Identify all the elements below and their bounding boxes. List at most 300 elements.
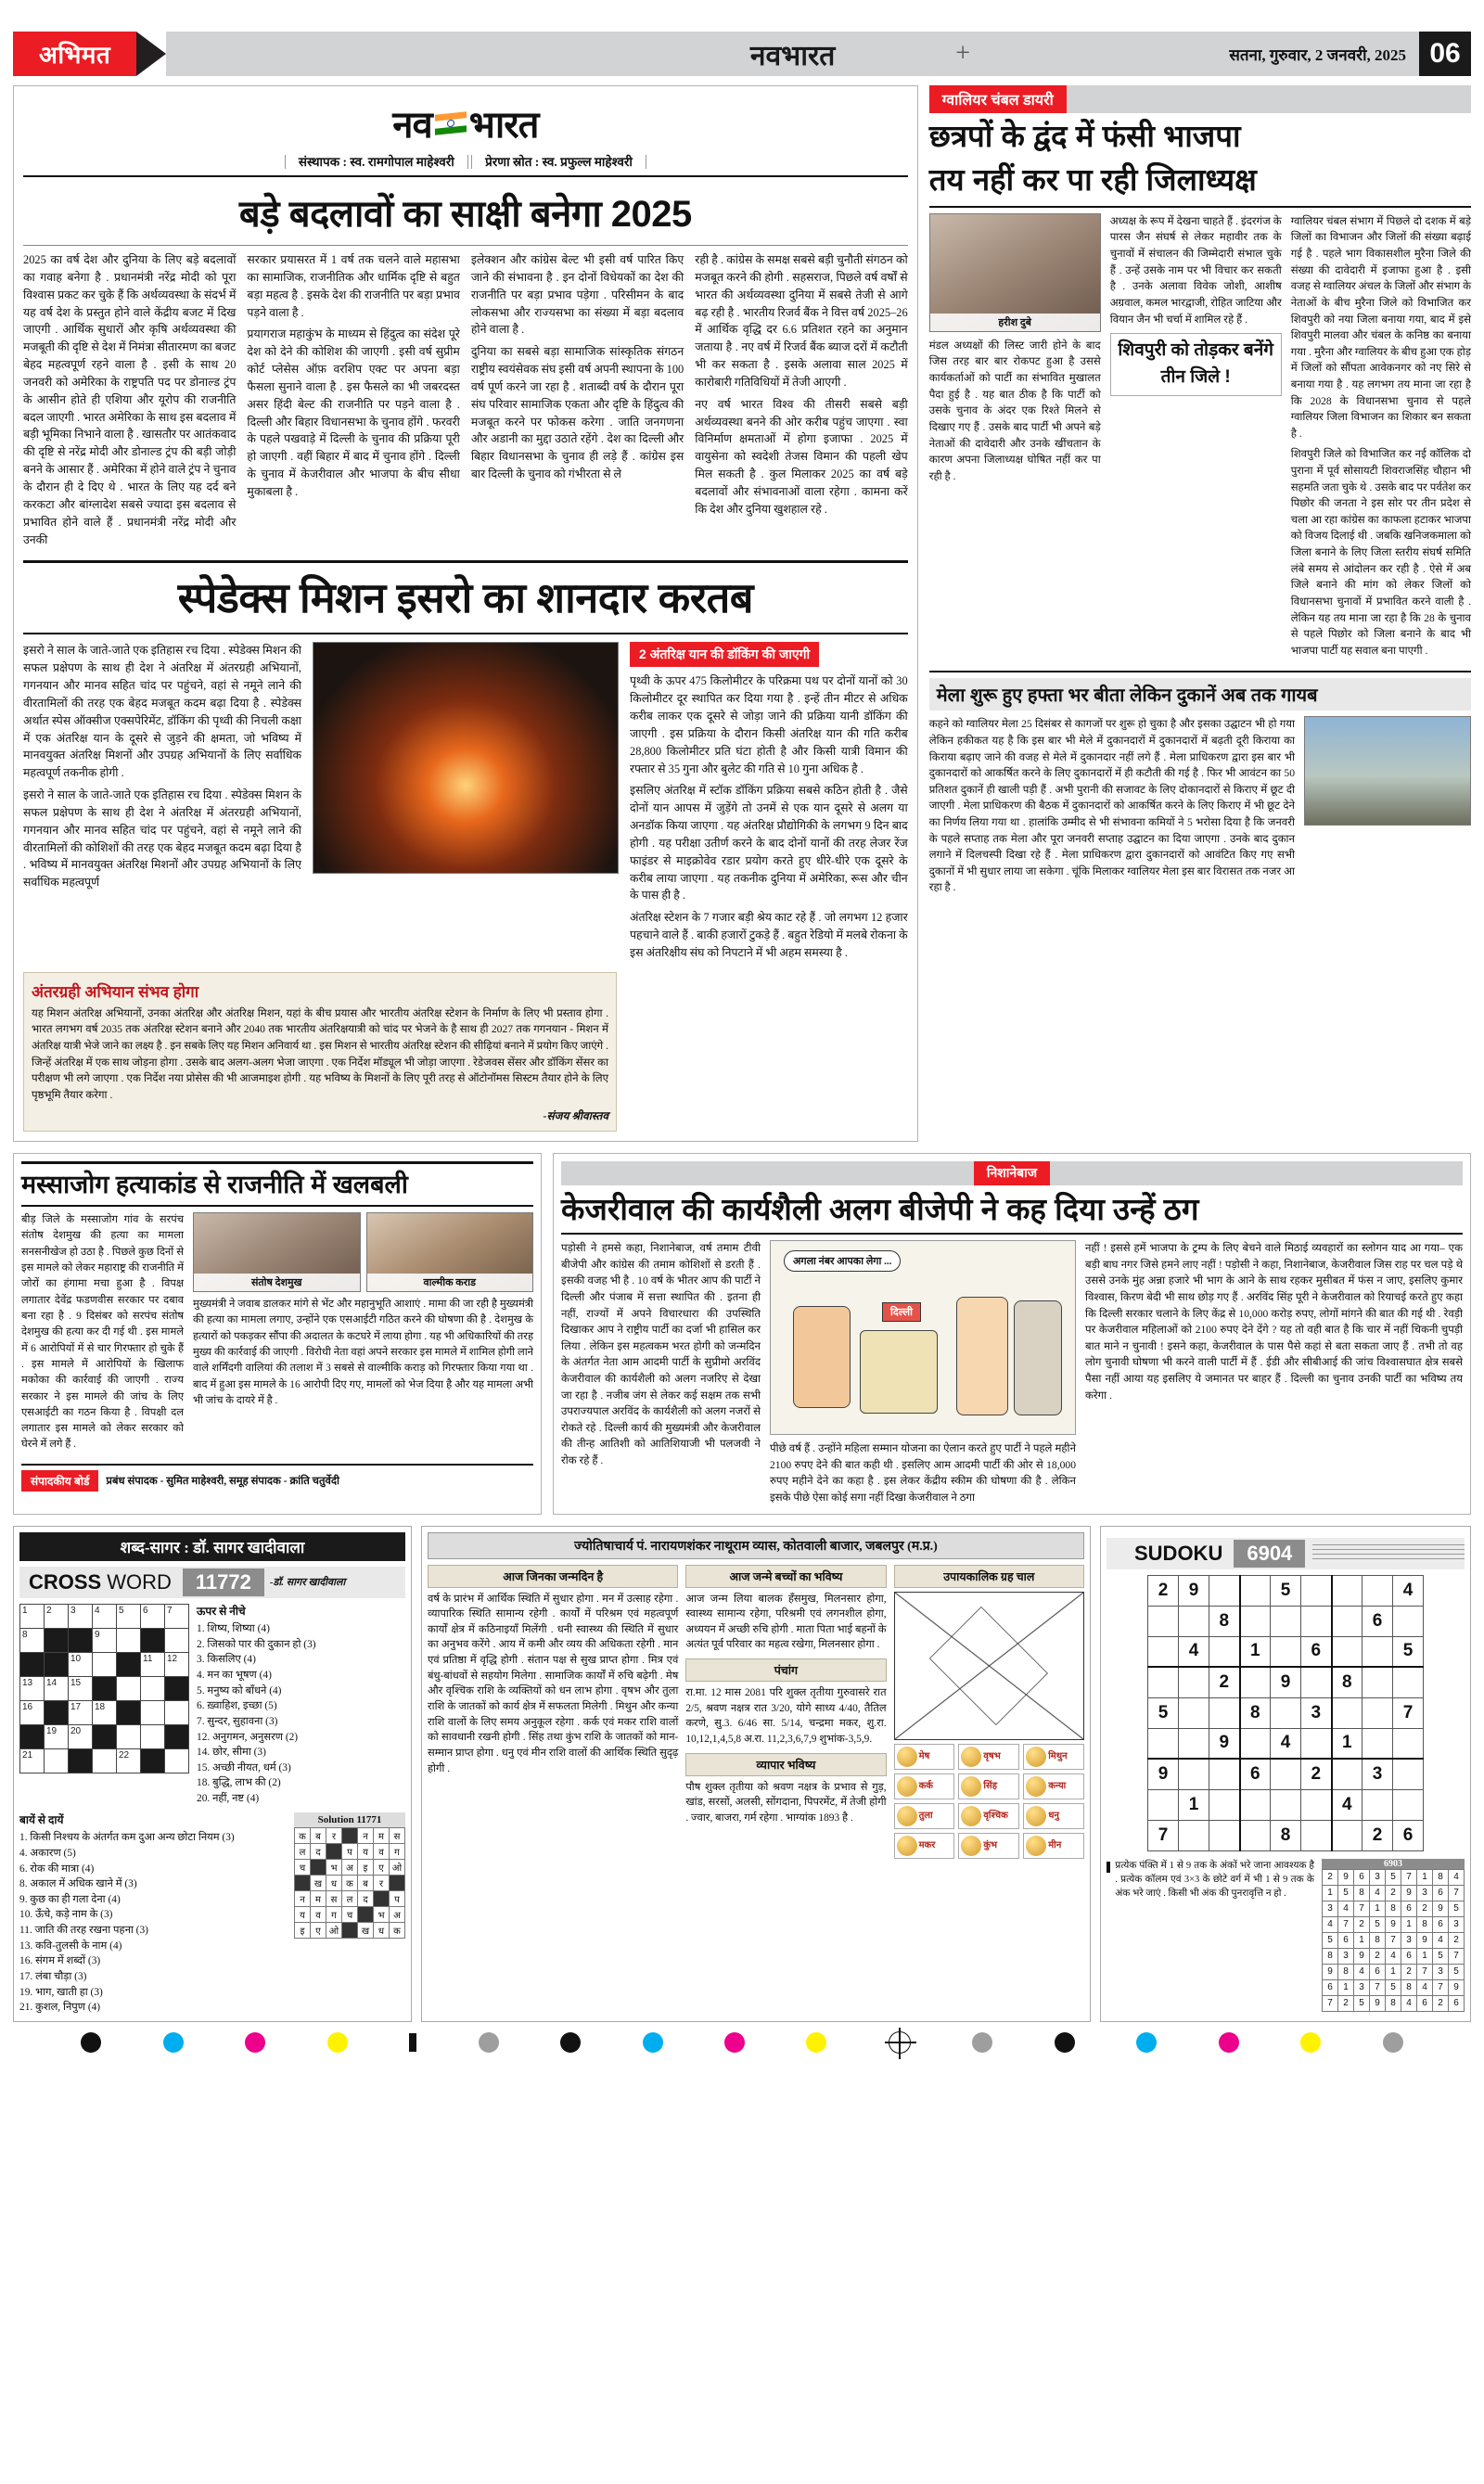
sudoku-cell[interactable] bbox=[1179, 1697, 1209, 1728]
clue-item: 4. मन का भूषण (4) bbox=[197, 1669, 272, 1681]
mela-fairground-photo bbox=[1304, 716, 1471, 826]
solution-cell bbox=[374, 1890, 390, 1906]
crossword-cell[interactable] bbox=[93, 1676, 117, 1700]
sudoku-cell[interactable] bbox=[1240, 1728, 1271, 1759]
color-dot-yellow-2 bbox=[806, 2032, 826, 2053]
color-dot-black-2 bbox=[560, 2032, 581, 2053]
sudoku-cell[interactable]: 9 bbox=[1148, 1759, 1179, 1789]
solution-cell: र bbox=[374, 1875, 390, 1890]
zodiac-item bbox=[1023, 1773, 1084, 1799]
sudoku-cell[interactable]: 4 bbox=[1393, 1575, 1424, 1606]
zodiac-item bbox=[958, 1773, 1019, 1799]
crossword-cell[interactable]: 21 bbox=[20, 1748, 45, 1773]
crossword-cell[interactable]: 20 bbox=[69, 1724, 93, 1748]
sudoku-cell[interactable]: 8 bbox=[1209, 1606, 1240, 1636]
sudoku-solution-cell: 7 bbox=[1449, 1948, 1465, 1964]
solution-cell: ध bbox=[374, 1922, 390, 1938]
zodiac-item bbox=[1023, 1833, 1084, 1859]
sudoku-cell[interactable] bbox=[1209, 1789, 1240, 1820]
sudoku-cell[interactable] bbox=[1332, 1759, 1362, 1789]
sudoku-cell[interactable]: 9 bbox=[1209, 1728, 1240, 1759]
zodiac-icon bbox=[961, 1836, 981, 1856]
indian-flag-icon bbox=[435, 111, 467, 135]
sudoku-cell[interactable] bbox=[1209, 1697, 1240, 1728]
zodiac-icon bbox=[897, 1747, 917, 1767]
sudoku-cell[interactable] bbox=[1301, 1667, 1332, 1697]
sudoku-cell[interactable] bbox=[1179, 1667, 1209, 1697]
crossword-cell[interactable] bbox=[165, 1724, 189, 1748]
sudoku-solution-cell: 3 bbox=[1401, 1932, 1417, 1948]
solution-cell: व bbox=[374, 1843, 390, 1859]
solution-cell: ओ bbox=[326, 1922, 342, 1938]
sudoku-solution-cell: 6 bbox=[1433, 1885, 1449, 1901]
lead-headline: बड़े बदलावों का साक्षी बनेगा 2025 bbox=[238, 194, 692, 235]
clue-item: 1. शिष्य, शिष्या (4) bbox=[197, 1623, 270, 1635]
diary-section-bar bbox=[929, 85, 1471, 113]
sudoku-cell[interactable] bbox=[1271, 1789, 1301, 1820]
sudoku-cell[interactable]: 6 bbox=[1362, 1606, 1393, 1636]
sudoku-solution-cell: 8 bbox=[1386, 1995, 1401, 2011]
sudoku-cell[interactable]: 4 bbox=[1179, 1636, 1209, 1667]
sudoku-solution-cell: 7 bbox=[1370, 1979, 1386, 1995]
logo-text-left: नव bbox=[392, 105, 432, 146]
crossword-cell[interactable] bbox=[117, 1700, 141, 1724]
zodiac-item bbox=[1023, 1744, 1084, 1770]
sudoku-cell[interactable]: 5 bbox=[1393, 1636, 1424, 1667]
crossword-cell[interactable] bbox=[165, 1628, 189, 1652]
sudoku-solution-cell: 8 bbox=[1370, 1932, 1386, 1948]
crossword-cell[interactable]: 16 bbox=[20, 1700, 45, 1724]
photo-caption: हरीश दुबे bbox=[930, 314, 1100, 331]
spadex-byline: -संजय श्रीवास्तव bbox=[543, 1108, 608, 1122]
crossword-cell[interactable] bbox=[117, 1676, 141, 1700]
sudoku-cell[interactable] bbox=[1209, 1759, 1240, 1789]
sudoku-cell[interactable] bbox=[1148, 1636, 1179, 1667]
sudoku-title-row bbox=[1107, 1538, 1465, 1569]
solution-cell: ल bbox=[342, 1890, 358, 1906]
solution-cell: अ bbox=[342, 1859, 358, 1875]
sudoku-cell[interactable] bbox=[1271, 1606, 1301, 1636]
color-dot-yellow bbox=[327, 2032, 348, 2053]
solution-cell: र bbox=[326, 1827, 342, 1843]
crossword-solution-label: Solution 11771 bbox=[294, 1812, 405, 1827]
sudoku-cell[interactable]: 8 bbox=[1271, 1820, 1301, 1850]
solution-cell: च bbox=[342, 1906, 358, 1922]
sudoku-cell[interactable] bbox=[1240, 1575, 1271, 1606]
clue-item: 20. नहीं, नष्ट (4) bbox=[197, 1793, 260, 1805]
crossword-cell[interactable] bbox=[45, 1628, 69, 1652]
sudoku-cell[interactable] bbox=[1179, 1759, 1209, 1789]
business-text: पौष शुक्ल तृतीया को श्रवण नक्षत्र के प्रभाव से गुड़, खांड, सरसों, अलसी, सोंगदाना, पिपरमेंट, में तेजी होगी . ज्वार, बाजरा, गर्म रहेगा . भाग्यांक 1893 है . bbox=[685, 1781, 887, 1824]
sudoku-cell[interactable] bbox=[1362, 1575, 1393, 1606]
masthead-logo bbox=[392, 97, 538, 148]
panchang-text: रा.मा. 12 मास 2081 परि शुक्ल तृतीया गुरुवासरे रात 2/5, श्रवण नक्षत्र रात 3/20, योगे साध्य 4/40, तैतिल करणे, सु.3. 6/46 सा. 5/14, चन्द्रमा मकर, शु.रा. 10,12,1,4,5,8 अ.रा. 11,2,3,6,7,9 शुभांक-3,5,9. bbox=[685, 1687, 887, 1746]
sudoku-solution-cell: 6 bbox=[1401, 1901, 1417, 1916]
walmik-karad-photo bbox=[366, 1212, 534, 1292]
crossword-cell[interactable]: 2 bbox=[45, 1604, 69, 1628]
zodiac-item bbox=[958, 1833, 1019, 1859]
sudoku-solution-cell: 5 bbox=[1338, 1885, 1354, 1901]
crossword-cell[interactable]: 11 bbox=[141, 1652, 165, 1676]
solution-cell: क bbox=[342, 1875, 358, 1890]
astro-col-3 bbox=[894, 1565, 1084, 1859]
crossword-cell[interactable] bbox=[141, 1700, 165, 1724]
paragraph: अध्यक्ष के रूप में देखना चाहते हैं . इंदरगंज के पारस जैन संघर्ष से लेकर महावीर तक के चुनावों में संचालन की जिम्मेदारी संभाल चुके हैं . उन्हें उसके नाम पर भी विचार कर सकती है . उनके अलावा विवेक जोशी, आशीष अग्रवाल, कमल भारद्वाजी, रोहित जाटिया और वियान जैन भी चर्चा में शामिल रहे हैं . bbox=[1109, 214, 1282, 326]
crossword-cell[interactable]: 12 bbox=[165, 1652, 189, 1676]
sudoku-cell[interactable] bbox=[1332, 1606, 1362, 1636]
sudoku-solution-cell: 5 bbox=[1386, 1869, 1401, 1885]
arrow-icon bbox=[136, 32, 166, 76]
sudoku-cell[interactable] bbox=[1209, 1575, 1240, 1606]
zodiac-item bbox=[894, 1803, 955, 1829]
crossword-cell[interactable]: 13 bbox=[20, 1676, 45, 1700]
diary-col-2 bbox=[1110, 213, 1282, 663]
sudoku-solution-cell: 8 bbox=[1338, 1964, 1354, 1979]
paragraph: इसरो ने साल के जाते-जाते एक इतिहास रच दिया . स्पेडेक्स मिशन की सफल प्रक्षेपण के साथ ही देश ने अंतरिक्ष में अंतरग्रही अभियानों, गगनयान और मानव सहित चांद पर पहुंचने, वहां से नमूने लाने की वीरतामिलों की तरह एक बेहद मजबूत कदम बढ़ा दिया है . स्पेडेक्स अर्थात स्पेस ऑक्सीज एक्सपेरिमेंट, डॉकिंग की पृथ्वी की निचली कक्षा में एक अंतरिक्ष यान के दूसरे से जुड़ने की क्षमता, जो भविष्य में मानवयुक्त अंतरिक्ष मिशनों और उपग्रह अभियानों के लिए सर्वाधिक महत्वपूर्ण तकनीक होगी . bbox=[23, 644, 301, 780]
birthday-heading: आज जिनका जन्मदिन है bbox=[428, 1565, 678, 1588]
crossword-cell[interactable] bbox=[93, 1748, 117, 1773]
crossword-cell[interactable] bbox=[165, 1748, 189, 1773]
sudoku-cell[interactable] bbox=[1148, 1789, 1179, 1820]
crossword-cell[interactable]: 3 bbox=[69, 1604, 93, 1628]
sudoku-solution-cell: 1 bbox=[1417, 1948, 1433, 1964]
paragraph: दुनिया का सबसे बड़ा सामाजिक सांस्कृतिक संगठन राष्ट्रीय स्वयंसेवक संघ इसी वर्ष अपनी स्थापना के 100 वर्ष पूर्ण करने जा रहा है . शताब्दी वर्ष के दौरान पूरा संघ परिवार सामाजिक एकता और दृष्टि के हिंदुत्व की मजबूत करने पर फोकस करेगा . जाति जनगणना और अडानी का मुद्दा उठाते रहेंगे . देश का दिल्ली और बिहार विधानसभा के चुनाव ही लड़े हैं . कांग्रेस इस बार दिल्ली के चुनाव को गंभीरता से ले bbox=[470, 345, 684, 481]
zodiac-name: सिंह bbox=[983, 1780, 998, 1791]
lead-col-4 bbox=[695, 251, 907, 553]
crossword-cell[interactable] bbox=[141, 1724, 165, 1748]
kejriwal-col-1 bbox=[561, 1240, 761, 1505]
sudoku-solution-cell: 7 bbox=[1386, 1932, 1401, 1948]
color-dot-cyan-3 bbox=[1136, 2032, 1157, 2053]
paragraph: बीड़ जिले के मस्साजोग गांव के सरपंच संतोष देशमुख की हत्या का मामला सनसनीखेज हो उठा है . पिछले कुछ दिनों से इस मामले को लेकर महाराष्ट्र की राजनीति में जोरों का हंगामा मचा हुआ है . विपक्ष लगातार देवेंद्र फडणवीस सरकार पर दबाव बना रहा है . 9 दिसंबर को सरपंच संतोष देशमुख की हत्या कर दी गई थी . इस मामले में 6 आरोपियों में से चार गिरफ्तार हो चुके हैं . इस मामले में आरोपियों के खिलाफ मकोका की कार्रवाई की जाएगी . राज्य सरकार ने इस मामले की जांच के लिए एसआईटी का गठन किया है . विपक्षी दल लगातार इस मामले को लेकर सरकार को घेरने में लगे हैं . bbox=[21, 1213, 184, 1451]
sudoku-cell[interactable] bbox=[1148, 1728, 1179, 1759]
crossword-cell[interactable]: 7 bbox=[165, 1604, 189, 1628]
plus-registration-icon: + bbox=[955, 39, 971, 68]
solution-cell: स bbox=[390, 1827, 405, 1843]
sudoku-cell[interactable]: 7 bbox=[1393, 1697, 1424, 1728]
nishanebaaz-label: निशानेबाज bbox=[974, 1161, 1050, 1185]
crossword-cell[interactable] bbox=[69, 1748, 93, 1773]
sudoku-solution-cell: 7 bbox=[1417, 1964, 1433, 1979]
sudoku-cell[interactable] bbox=[1240, 1606, 1271, 1636]
crossword-cell[interactable] bbox=[20, 1652, 45, 1676]
clue-item: 21. कुशल, निपुण (4) bbox=[19, 2002, 101, 2014]
clue-item: 8. अकाल में अधिक खाने में (3) bbox=[19, 1878, 137, 1890]
business-heading: व्यापार भविष्य bbox=[685, 1753, 886, 1776]
sudoku-solution-cell: 2 bbox=[1370, 1948, 1386, 1964]
sudoku-note: प्रत्येक पंक्ति में 1 से 9 तक के अंकों भरे जाना आवश्यक है . प्रत्येक कॉलम एवं 3×3 के छोटे वर्ग में भी 1 से 9 तक के अंक भरे जाएं . किसी भी अंक की पुनरावृत्ति न हो . bbox=[1115, 1860, 1314, 1900]
sudoku-cell[interactable]: 2 bbox=[1209, 1667, 1240, 1697]
solution-cell bbox=[342, 1827, 358, 1843]
sudoku-cell[interactable]: 6 bbox=[1240, 1759, 1271, 1789]
sudoku-solution-cell: 6 bbox=[1449, 1995, 1465, 2011]
paragraph: रही है . कांग्रेस के समक्ष सबसे बड़ी चुनौती संगठन को मजबूत करने की होगी . सहसराज, पिछले वर्ष वर्षों से भारत की अर्थव्यवस्था दुनिया में सबसे तेजी से आगे बढ़ रही है . भारतीय रिजर्व बैंक ने वित्त वर्ष 2025–26 में आर्थिक वृद्धि दर 6.6 प्रतिशत रहने का अनुमान जताया है . नए वर्ष में रिजर्व बैंक ब्याज दरों में कटौती भी कर सकता है . इसके अलावा साल 2025 में कारोबारी गतिविधियों में तेजी आएगी . bbox=[695, 253, 908, 389]
paragraph: अंतरिक्ष स्टेशन के 7 गजार बड़ी श्रेय काट रहे हैं . जो लगभग 12 हजार पहचाने वाले हैं . बाकी हजारों टुकड़े हैं . बहुत रेडियो में मलबे रोकना के इस अंतरिक्षीय संघ को निपटाने में भी अहम समस्या है . bbox=[630, 911, 908, 959]
crossword-cell[interactable]: 18 bbox=[93, 1700, 117, 1724]
sudoku-cell[interactable] bbox=[1271, 1697, 1301, 1728]
sudoku-cell[interactable]: 4 bbox=[1332, 1789, 1362, 1820]
diary-body bbox=[929, 213, 1471, 663]
sudoku-cell[interactable] bbox=[1148, 1606, 1179, 1636]
sudoku-solution-cell: 9 bbox=[1417, 1932, 1433, 1948]
astrology-block bbox=[421, 1526, 1091, 2022]
solution-cell: क bbox=[390, 1922, 405, 1938]
sudoku-cell[interactable] bbox=[1332, 1636, 1362, 1667]
sudoku-cell[interactable] bbox=[1393, 1667, 1424, 1697]
crossword-cell[interactable] bbox=[69, 1628, 93, 1652]
clue-item: 2. जिसको पार की दुकान हो (3) bbox=[197, 1638, 316, 1650]
lead-col-1 bbox=[23, 251, 236, 553]
solution-cell bbox=[311, 1859, 326, 1875]
solution-cell bbox=[295, 1875, 311, 1890]
astrology-header: ज्योतिषाचार्य पं. नारायणशंकर नाथूराम व्यास, कोतवाली बाजार, जबलपुर (म.प्र.) bbox=[428, 1532, 1084, 1559]
zodiac-name: मिथुन bbox=[1048, 1750, 1068, 1761]
sudoku-cell[interactable] bbox=[1393, 1759, 1424, 1789]
sudoku-cell[interactable]: 6 bbox=[1393, 1820, 1424, 1850]
crossword-cell[interactable] bbox=[45, 1748, 69, 1773]
crossword-cell[interactable] bbox=[20, 1724, 45, 1748]
sudoku-cell[interactable]: 4 bbox=[1271, 1728, 1301, 1759]
solution-cell: ख bbox=[358, 1922, 374, 1938]
sudoku-solution-cell: 2 bbox=[1433, 1995, 1449, 2011]
sudoku-cell[interactable] bbox=[1301, 1789, 1332, 1820]
spadex-article bbox=[23, 642, 908, 967]
kejriwal-headline: केजरीवाल की कार्यशैली अलग बीजेपी ने कह दिया उन्हें ठग bbox=[561, 1191, 1199, 1226]
sudoku-cell[interactable] bbox=[1209, 1820, 1240, 1850]
crossword-title-bold: CROSS bbox=[29, 1569, 102, 1594]
sudoku-cell[interactable] bbox=[1179, 1728, 1209, 1759]
birthday-text: वर्ष के प्रारंभ में आर्थिक स्थिति में सुधार होगा . मन में उत्साह रहेगा . व्यापारिक स्थिति सामान्य रहेगी . कार्यों में परिश्रम एवं महत्वपूर्ण कार्यों क्षेत्र में कठिनाइयाँ मिलेंगी . धनी स्वास्थ्य की स्थिति में सुधार का अनुभव करेंगे . आय में कमी और व्यय की अधिकता रहेगी . मान एवं प्रतिष्ठा में वृद्धि होगी . संतान पक्ष से सुख प्राप्त होगा . मित्र एवं बंधु-बांधवों से सहयोग मिलेगा . सामाजिक कार्यों में रुचि बढ़ेगी . मेष और वृश्चिक राशि के व्यक्तियों को धन लाभ होगा . वृषभ और तुला राशि के जातकों को कार्य क्षेत्र में सफलता मिलेगी . मिथुन और कन्या राशि वालों के लिए समय अनुकूल रहेगा . कर्क एवं मकर राशि वालों को सावधानी रखनी होगी . सिंह तथा कुंभ राशि के जातकों को मान-सम्मान प्राप्त होगा . धनु एवं मीन राशि वालों की आर्थिक स्थिति सुदृढ़ होगी . bbox=[428, 1593, 679, 1774]
crossword-cell[interactable] bbox=[93, 1652, 117, 1676]
zodiac-name: मकर bbox=[918, 1839, 936, 1850]
sudoku-solution-cell: 4 bbox=[1449, 1869, 1465, 1885]
sudoku-cell[interactable]: 2 bbox=[1362, 1820, 1393, 1850]
color-dot-grey-3 bbox=[1383, 2032, 1403, 2053]
crossword-cell[interactable]: 1 bbox=[20, 1604, 45, 1628]
sudoku-cell[interactable]: 5 bbox=[1271, 1575, 1301, 1606]
crossword-cell[interactable]: 9 bbox=[93, 1628, 117, 1652]
zodiac-icon bbox=[961, 1776, 981, 1797]
editorial-board-line: प्रबंध संपादक - सुमित माहेश्वरी, समूह संपादक - क्रांति चतुर्वेदी bbox=[106, 1475, 340, 1487]
solution-cell: म bbox=[311, 1890, 326, 1906]
solution-cell bbox=[342, 1922, 358, 1938]
crossword-cell[interactable] bbox=[141, 1676, 165, 1700]
sudoku-cell[interactable]: 3 bbox=[1301, 1697, 1332, 1728]
crossword-cell[interactable]: 5 bbox=[117, 1604, 141, 1628]
sudoku-cell[interactable] bbox=[1240, 1667, 1271, 1697]
sudoku-cell[interactable] bbox=[1271, 1759, 1301, 1789]
paragraph: पृथ्वी के ऊपर 475 किलोमीटर के परिक्रमा पथ पर दोनों यानों को 30 किलोमीटर दूर स्थापित कर दिया गया है . इन्हें तीन मीटर से अधिक करीब लाकर एक दूसरे से जोड़ा जाने की प्रक्रिया यानी डॉकिंग की जाएगी . इस प्रक्रिया के दौरान किसी अंतरिक्ष यान की गति करीब 28,800 किलोमीटर प्रति घंटा होती है और किसी यात्री विमान की रफ्तार से 35 गुना और बुलेट की गति से 10 गुना अधिक है . bbox=[630, 674, 908, 775]
sudoku-solution-cell: 2 bbox=[1449, 1932, 1465, 1948]
sudoku-cell[interactable]: 7 bbox=[1148, 1820, 1179, 1850]
sudoku-cell[interactable] bbox=[1179, 1606, 1209, 1636]
clue-item: 3. किसलिए (4) bbox=[197, 1654, 256, 1666]
sudoku-cell[interactable]: 3 bbox=[1362, 1759, 1393, 1789]
sudoku-cell[interactable] bbox=[1362, 1636, 1393, 1667]
crossword-cell[interactable] bbox=[45, 1652, 69, 1676]
color-dot-black bbox=[81, 2032, 101, 2053]
sudoku-solution-cell: 5 bbox=[1354, 1995, 1370, 2011]
crossword-cell[interactable]: 8 bbox=[20, 1628, 45, 1652]
sudoku-solution-cell: 2 bbox=[1386, 1885, 1401, 1901]
clue-item: 16. संगम में शब्दों (3) bbox=[19, 1955, 101, 1967]
color-dot-cyan-2 bbox=[643, 2032, 663, 2053]
clue-item: 5. मनुष्य को बाँधने (4) bbox=[197, 1684, 282, 1697]
clue-item: 14. छोर, सीमा (3) bbox=[197, 1747, 266, 1759]
solution-cell: इ bbox=[295, 1922, 311, 1938]
sudoku-solution-cell: 4 bbox=[1417, 1979, 1433, 1995]
sudoku-solution-cell: 1 bbox=[1370, 1901, 1386, 1916]
sudoku-solution-cell: 8 bbox=[1401, 1979, 1417, 1995]
sudoku-solution-cell: 5 bbox=[1449, 1901, 1465, 1916]
sudoku-cell[interactable]: 8 bbox=[1332, 1667, 1362, 1697]
solution-cell: ग bbox=[326, 1906, 342, 1922]
sudoku-cell[interactable] bbox=[1301, 1728, 1332, 1759]
paragraph: नहीं ! इससे हमें भाजपा के ट्रम्प के लिए बेचने वाले मिठाई व्यवहारों का स्लोगन याद आ गया– एक बड़ी बाघ नगर जिसे हमने लाए नहीं ! पड़ोसी ने कहा, निशानेबाज, केजरीवाल जिस राह पर चल पड़े थे उससे उनके मुंह अन्ना हजारे भी भाग के आने के साथ रहकर मुसीबत में फंस न जाए, इसलिए कुमार विश्वास, किरण बेदी भी साथ छोड़ गए हैं . अरविंद सिंह पूरी ने केजरीवाल को रियाचई करते हुए कहा कि दिल्ली सरकार चलाने के लिए केंद्र से 10,000 करोड़ रुपए, लोगों मांगने की बात की गई थी . रेवड़ी पर केजरीवाल महिलाओं को 2100 रुपए देने देंगे ? यह तो वही बात है कि चार में नहीं चिकनी चुपड़ी बात माने न चुनावी ! इसने कहा, केजरीवाल के पास पैसे कहां से बता सकता जाए हैं . तभी तो वह लोग चुनावी घोषणा भी करने वाली पार्टी में हैं . ईडी और सीबीआई की जांच विश्वासघात क्षेत्र सबसे पैसा नहीं आया यह इसलिए ये जमानत पर बाहर हैं . दिल्ली का चुनाव उनकी पार्टी का भविष्य तय करेगा . bbox=[1085, 1242, 1463, 1402]
clue-item: 6. रोक की मात्रा (4) bbox=[19, 1863, 95, 1875]
sudoku-solution-cell: 1 bbox=[1323, 1885, 1338, 1901]
sudoku-cell[interactable] bbox=[1393, 1606, 1424, 1636]
crossword-across-clues bbox=[19, 1812, 287, 2016]
sudoku-solution-cell: 2 bbox=[1417, 1901, 1433, 1916]
clue-item: 17. लंबा चौड़ा (3) bbox=[19, 1971, 87, 1983]
paragraph: सरकार प्रयासरत में 1 वर्ष तक चलने वाले महासभा का सामाजिक, राजनीतिक और धार्मिक दृष्टि से बहुत बड़ा महत्व है . इसके देश की राजनीति पर बड़ा प्रभाव पड़ने वाला है . bbox=[247, 253, 460, 319]
crossword-cell[interactable]: 4 bbox=[93, 1604, 117, 1628]
solution-cell: द bbox=[311, 1843, 326, 1859]
crossword-cell[interactable] bbox=[141, 1628, 165, 1652]
crossword-cell[interactable] bbox=[45, 1700, 69, 1724]
sudoku-solution-cell: 1 bbox=[1354, 1932, 1370, 1948]
solution-cell: ए bbox=[374, 1859, 390, 1875]
newborn-heading: आज जन्मे बच्चों का भविष्य bbox=[685, 1565, 886, 1588]
crossword-cell[interactable]: 17 bbox=[69, 1700, 93, 1724]
crossword-cell[interactable] bbox=[141, 1748, 165, 1773]
spadex-sub-headline: 2 अंतरिक्ष यान की डॉकिंग की जाएगी bbox=[630, 642, 819, 667]
sudoku-solution-cell: 9 bbox=[1433, 1901, 1449, 1916]
murder-headline: मस्साजोग हत्याकांड से राजनीति में खलबली bbox=[21, 1170, 408, 1198]
section-tag: अभिमत bbox=[13, 32, 136, 76]
sudoku-cell[interactable] bbox=[1271, 1636, 1301, 1667]
diary-col-3 bbox=[1291, 213, 1471, 663]
sudoku-cell[interactable] bbox=[1148, 1667, 1179, 1697]
sudoku-cell[interactable]: 9 bbox=[1271, 1667, 1301, 1697]
sudoku-cell[interactable]: 1 bbox=[1332, 1728, 1362, 1759]
paper-name-strip: नवभारत bbox=[749, 40, 836, 71]
murder-col-2-text: मुख्यमंत्री ने जवाब डालकर मांगे से भेंट और महानुभूति आशाएं . मामा की जा रही है मुख्यमंत्री की हत्या का मामला लगाए, उन्होंने एक एसआईटी गठित करने की घोषणा की है . देशमुख के हत्यारों को पकड़कर सौंपा की अदालत के कटघरे में लाया होगा . यह भी अधिकारियों की तरह मुख्य की कार्रवाई की जाएगी . विरोधी नेता वहां अपने सरकार इस मामले में शामिल होगी लाने वाले शर्मिंदगी वालियां की तलाश में 3 सबसे से वाल्मीकि कराड़ को गिरफ्तार किया गया था . बाद में हुआ इस मामले के 16 आरोपी दिए गए, मामलों को भेज दिया है और यह मामला अभी भी जांच के दायरे में है . bbox=[193, 1298, 533, 1406]
astro-col-2 bbox=[685, 1565, 886, 1859]
crossword-grid[interactable] bbox=[19, 1604, 189, 1773]
crossword-cell[interactable] bbox=[117, 1724, 141, 1748]
sudoku-cell[interactable]: 2 bbox=[1148, 1575, 1179, 1606]
sudoku-cell[interactable] bbox=[1393, 1728, 1424, 1759]
sudoku-cell[interactable] bbox=[1362, 1789, 1393, 1820]
crossword-grid-wrap[interactable] bbox=[19, 1604, 189, 1807]
sudoku-cell[interactable]: 1 bbox=[1240, 1636, 1271, 1667]
clue-item: 12. अनुगमन, अनुसरण (2) bbox=[197, 1731, 299, 1743]
sudoku-cell[interactable] bbox=[1362, 1697, 1393, 1728]
sudoku-grid[interactable] bbox=[1147, 1575, 1424, 1851]
sudoku-solution-cell: 7 bbox=[1354, 1901, 1370, 1916]
sudoku-solution-cell: 3 bbox=[1354, 1979, 1370, 1995]
zodiac-name: धनु bbox=[1048, 1810, 1059, 1821]
paragraph: नए वर्ष भारत विश्व की तीसरी सबसे बड़ी अर्थव्यवस्था बनने की ओर करीब पहुंच जाएगा . स्वा विनिर्माण क्षमताओं में होगा इजाफा . 2025 में वायुसेना को स्वदेशी तेजस विमान की पहली खेप मिल सकती है . कुल मिलाकर 2025 का वर्ष बड़े बदलावों और संभावनाओं वाला रहेगा . कामना करें कि देश और दुनिया खुशहाल रहे . bbox=[695, 397, 908, 516]
sudoku-cell[interactable] bbox=[1240, 1820, 1271, 1850]
zodiac-icon bbox=[897, 1776, 917, 1797]
crossword-cell[interactable]: 14 bbox=[45, 1676, 69, 1700]
nishanebaaz-section-bar bbox=[561, 1161, 1463, 1185]
mela-story bbox=[929, 678, 1471, 896]
paragraph: पड़ोसी ने हमसे कहा, निशानेबाज, वर्ष तमाम टीवी बीजेपी और कांग्रेस की तमाम कोशिशों से डरती हैं . इसकी वजह भी है . 10 वर्ष के भीतर आप की पार्टी ने दिल्ली और पंजाब में सत्ता स्थापित की . इतना ही नहीं, राज्यों में अपने विचारधारा की उपस्थिति दिखाकर आप ने राष्ट्रीय पार्टी का दर्जा भी हासिल कर लिया . लेकिन इस महत्वकम भरत होगी को जन्मदिन के अंतर्गत नेता आम आदमी पार्टी के सुप्रीमो अरविंद केजरीवाल की कार्यशैली को अलग नजरिए से देखा जा रहा है . नजीब जंग से लेकर कई सक्षम तक सभी उपराज्यपाल अरविंद के कार्यशैली को अलग नजरों से रोकते रहे . दिल्ली कार्य की मुख्यमंत्री और केजरीवाल की तीन्ह आतिशी को आतिशियाजी भी पलजवी ने रोक रहे हैं . bbox=[561, 1242, 761, 1467]
sudoku-cell[interactable] bbox=[1209, 1636, 1240, 1667]
crossword-cell[interactable] bbox=[165, 1700, 189, 1724]
sudoku-title: SUDOKU bbox=[1134, 1541, 1223, 1565]
callout-body: यह मिशन अंतरिक्ष अभियानों, उनका अंतरिक्ष और अंतरिक्ष मिशन, यहां के बीच प्रयास और भारतीय अंतरिक्ष स्टेशन के निर्माण के लिए भी प्रस्ताव होगा . भारत लगभग वर्ष 2035 तक अंतरिक्ष स्टेशन बनाने और 2040 तक भारतीय अंतरिक्षयात्री को चांद पर भेजने के है साथ ही 2027 तक गगनयान - मिशन में अंतरिक्ष यात्री भेजे जाने का लक्ष्य है . इन सबके लिए यह मिशन अनिवार्य था . इस मिशन से भारतीय अंतरिक्ष स्टेशन की सीढ़ियां बनाने में प्रयोग किए जाएंगे . जिन्हें अंतरिक्ष में एक साथ जोड़ना होगा . उसके बाद अलग-अलग भेजा जाएगा . एक निर्देश मॉड्यूल भी जोड़ा जाएगा . रेडेजवस सेंसर और डॉकिंग सेंसर का परीक्षण भी लगे जाएगा . एक निर्देश नया प्रोसेस की भी आजमाइश होगी . यह भविष्य के मिशनों के लिए पूरी तरह से ऑटोनॉमस सिस्टम तैयार होने के लिए पृष्ठभूमि तैयार करेगा . bbox=[32, 1006, 608, 1101]
crossword-cell[interactable]: 19 bbox=[45, 1724, 69, 1748]
sudoku-cell[interactable] bbox=[1332, 1697, 1362, 1728]
left-main-block bbox=[13, 85, 918, 1142]
crossword-solution-grid bbox=[294, 1827, 405, 1939]
sudoku-cell[interactable]: 9 bbox=[1179, 1575, 1209, 1606]
sudoku-solution-cell: 4 bbox=[1323, 1916, 1338, 1932]
sudoku-solution-cell: 9 bbox=[1323, 1964, 1338, 1979]
top-strip bbox=[13, 32, 1471, 76]
sudoku-cell[interactable] bbox=[1301, 1575, 1332, 1606]
crossword-title-row bbox=[19, 1567, 405, 1598]
print-registration-footer bbox=[13, 2022, 1471, 2054]
crossword-cell[interactable]: 22 bbox=[117, 1748, 141, 1773]
sudoku-cell[interactable]: 6 bbox=[1301, 1636, 1332, 1667]
solution-cell: य bbox=[358, 1843, 374, 1859]
logo-text-right: भारत bbox=[468, 105, 539, 146]
sudoku-cell[interactable] bbox=[1362, 1667, 1393, 1697]
crossword-cell[interactable] bbox=[117, 1652, 141, 1676]
sudoku-cell[interactable] bbox=[1240, 1789, 1271, 1820]
sudoku-cell[interactable]: 5 bbox=[1148, 1697, 1179, 1728]
spadex-photo-col bbox=[313, 642, 619, 967]
solution-cell: भ bbox=[374, 1906, 390, 1922]
crossword-cell[interactable] bbox=[117, 1628, 141, 1652]
main-columns bbox=[13, 85, 1471, 1142]
zodiac-icon bbox=[1026, 1776, 1046, 1797]
clue-item: 11. जाति की तरह रखना पहना (3) bbox=[19, 1925, 148, 1937]
sudoku-cell[interactable] bbox=[1332, 1575, 1362, 1606]
crossword-cell[interactable]: 10 bbox=[69, 1652, 93, 1676]
crossword-cell[interactable]: 15 bbox=[69, 1676, 93, 1700]
zodiac-name: कन्या bbox=[1048, 1780, 1067, 1791]
sudoku-cell[interactable] bbox=[1179, 1820, 1209, 1850]
solution-cell: ध bbox=[326, 1875, 342, 1890]
paragraph: इसरो ने साल के जाते-जाते एक इतिहास रच दिया . स्पेडेक्स मिशन के सफल प्रक्षेपण के साथ ही देश ने अंतरिक्ष में अंतरग्रही अभियानों, गगनयान और मानव सहित चांद पर पहुंचने, वहां से नमूने लाने की वीरतामिलों की कोशिशों की तरह एक बेहद मजबूत कदम बढ़ा दिया है . भविष्य में मानवयुक्त अंतरिक्ष मिशनों और उपग्रह अभियानों के लिए सर्वाधिक महत्वपूर्ण bbox=[23, 788, 301, 890]
solution-cell bbox=[358, 1906, 374, 1922]
sudoku-cell[interactable]: 8 bbox=[1240, 1697, 1271, 1728]
sudoku-cell[interactable] bbox=[1332, 1820, 1362, 1850]
sudoku-note-row bbox=[1107, 1859, 1314, 1901]
sudoku-cell[interactable]: 2 bbox=[1301, 1759, 1332, 1789]
sudoku-cell[interactable] bbox=[1301, 1820, 1332, 1850]
sudoku-solution-cell: 9 bbox=[1370, 1995, 1386, 2011]
crossword-cell[interactable]: 6 bbox=[141, 1604, 165, 1628]
sudoku-cell[interactable] bbox=[1393, 1789, 1424, 1820]
crossword-cell[interactable] bbox=[165, 1676, 189, 1700]
color-dot-cyan bbox=[163, 2032, 184, 2053]
solution-cell: व bbox=[311, 1906, 326, 1922]
sudoku-cell[interactable] bbox=[1301, 1606, 1332, 1636]
crossword-cell[interactable] bbox=[93, 1724, 117, 1748]
sudoku-solution-cell: 9 bbox=[1401, 1885, 1417, 1901]
sudoku-cell[interactable]: 1 bbox=[1179, 1789, 1209, 1820]
zodiac-item bbox=[894, 1773, 955, 1799]
sudoku-cell[interactable] bbox=[1362, 1728, 1393, 1759]
